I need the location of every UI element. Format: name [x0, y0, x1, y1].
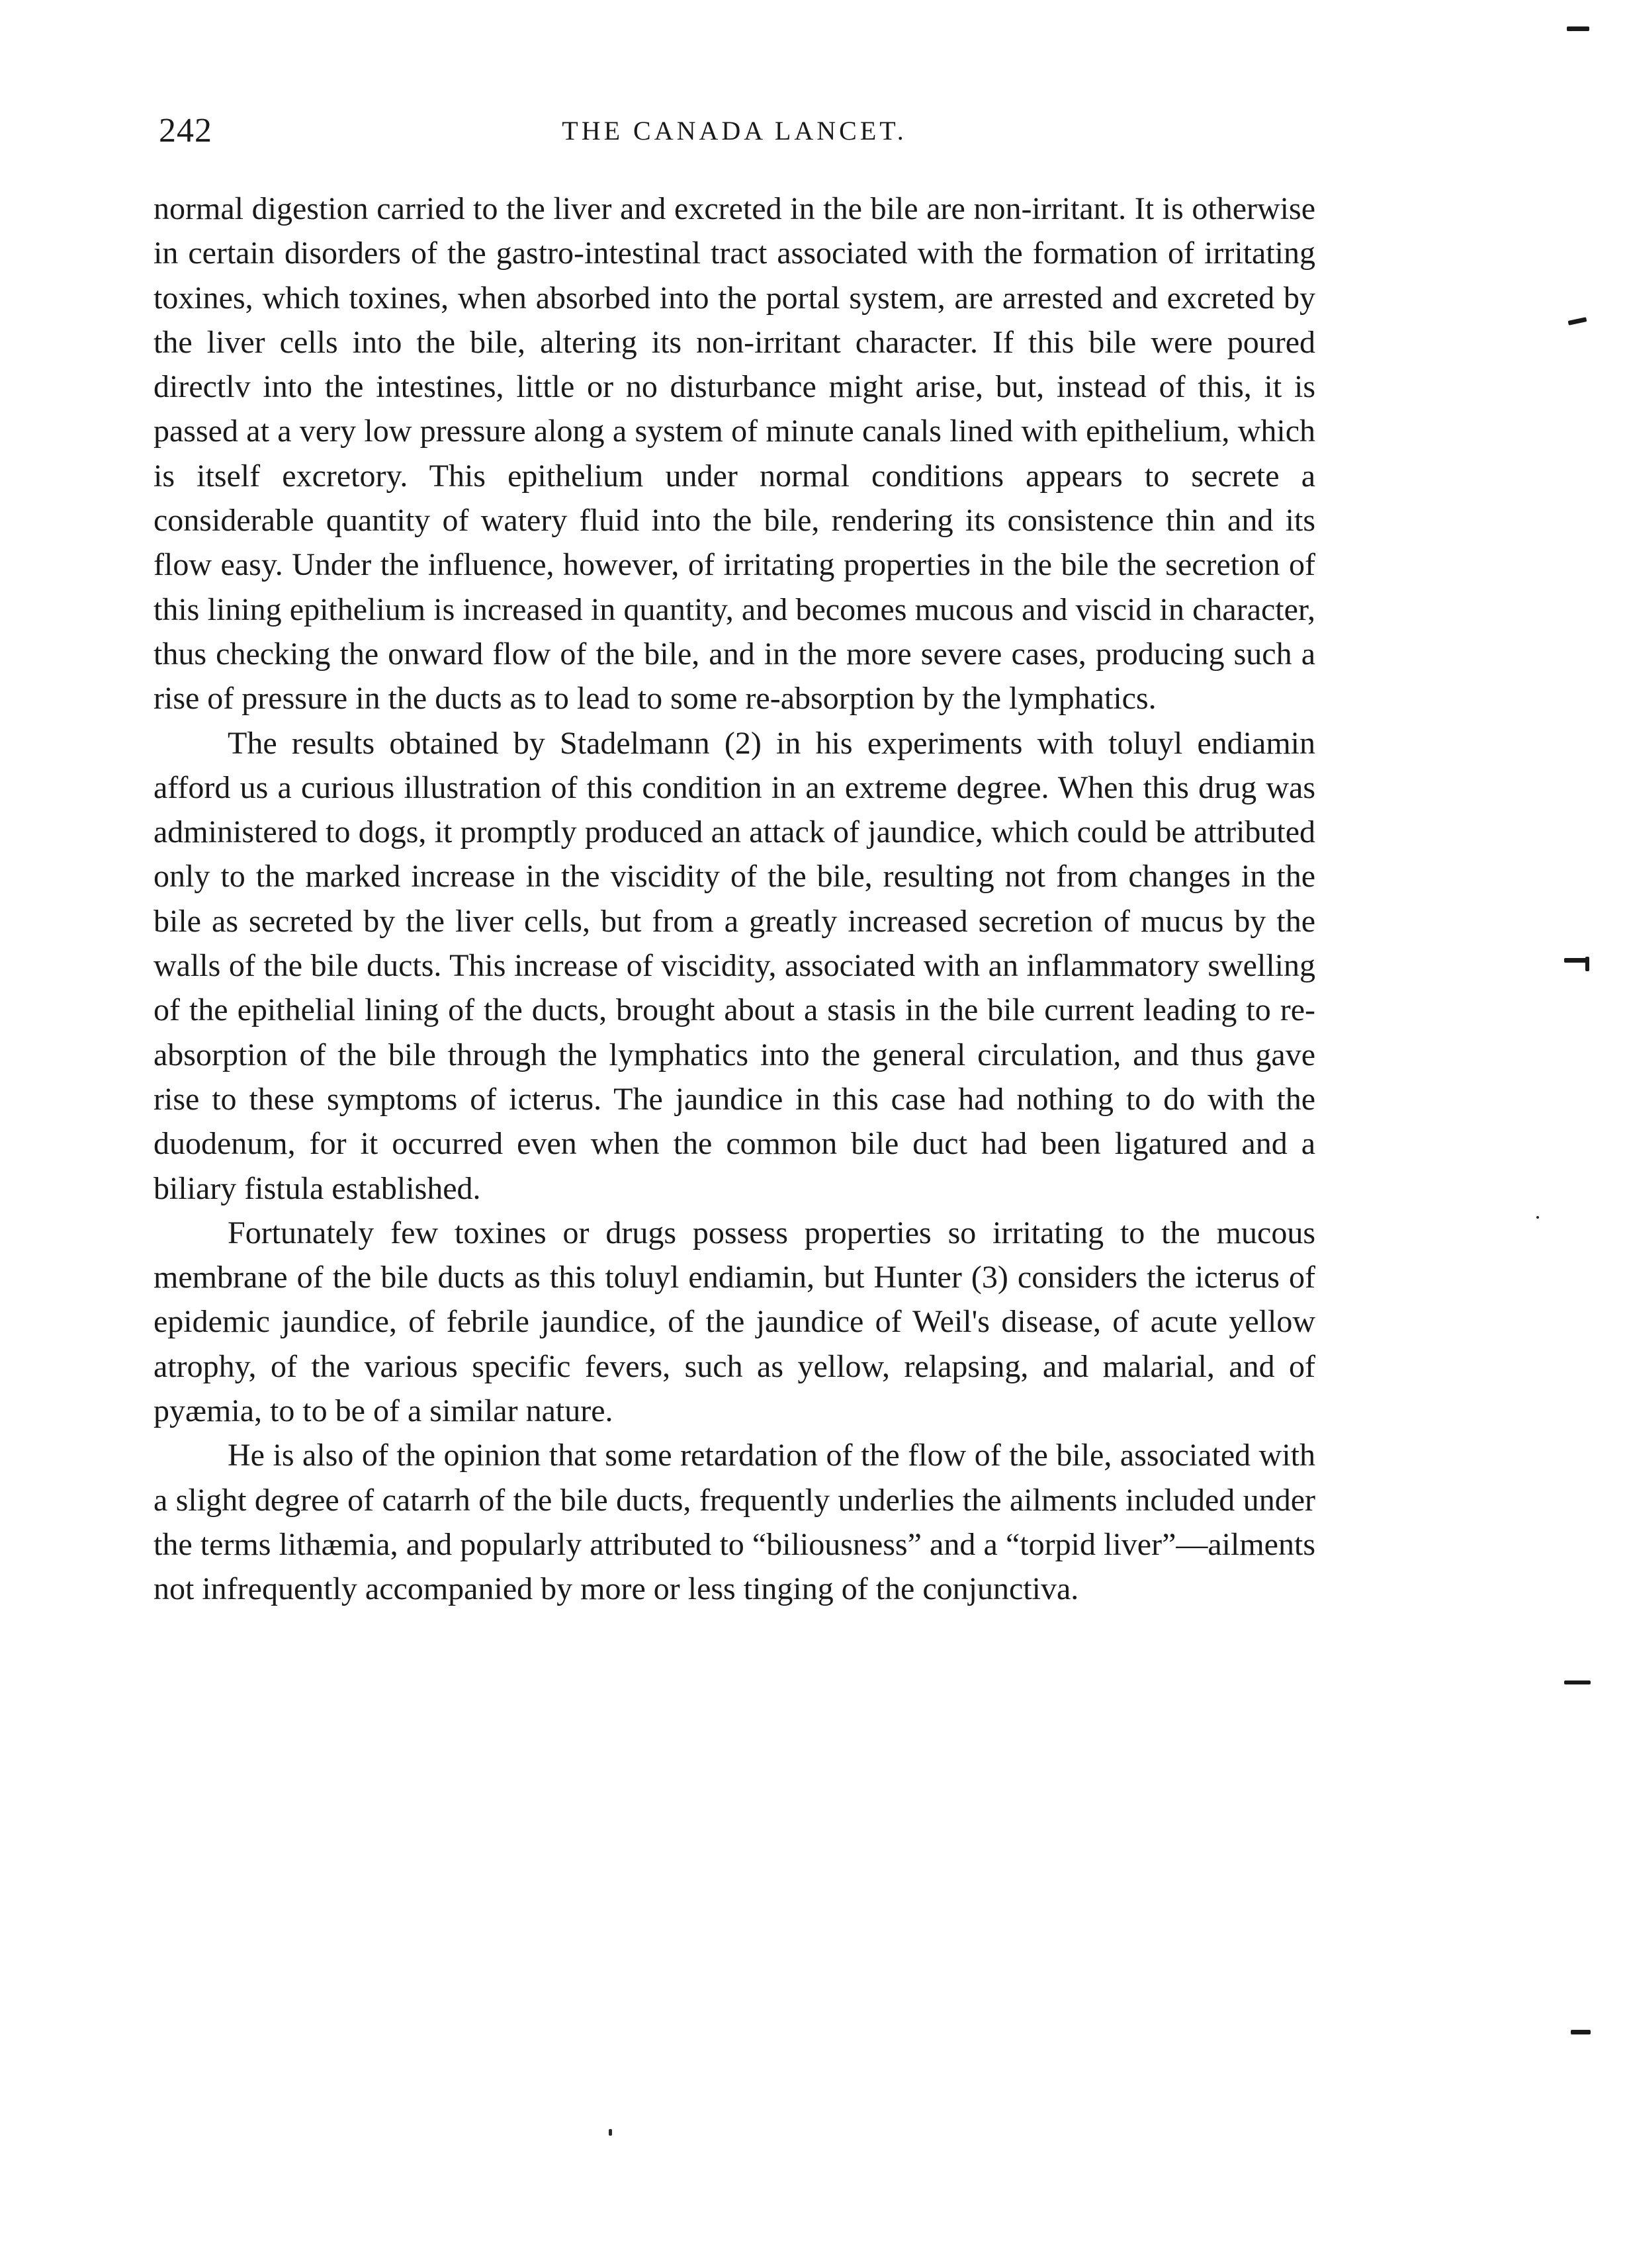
scan-speck — [609, 2129, 612, 2136]
margin-mark — [1567, 26, 1589, 31]
margin-mark — [1564, 1680, 1591, 1684]
margin-mark — [1585, 957, 1589, 971]
page-number: 242 — [159, 112, 212, 150]
paragraph-opinion: He is also of the opinion that some retardation of the flow of the bile, associated with a slight degree of catarrh of the bile ducts, frequently underlies the ailments included under the terms lithæmia, and popularly attributed to “biliousness” and a “torpid liver”—ailments not infrequently accompanied by more or less tinging of the conjunctiva. — [154, 1438, 1315, 1607]
paragraph-stadelmann: The results obtained by Stadelmann (2) in his experiments with toluyl endiamin afford us a curious illustration of this condition in an extreme degree. When this drug was administered to dogs, it promptly produced an attack of jaundice, which could be attributed only to the marked increase in the viscidity of the bile, resulting not from changes in the bile as secreted by the liver cells, but from a greatly increased secretion of mucus by the walls of the bile ducts. This increase of viscidity, associated with an inflammatory swelling of the epithelial lining of the ducts, brought about a stasis in the bile current leading to re-absorption of the bile through the lymphatics into the general circulation, and thus gave rise to these symptoms of icterus. The jaundice in this case had nothing to do with the duodenum, for it occurred even when the common bile duct had been ligatured and a biliary fistula established. — [154, 725, 1315, 1206]
article-body — [154, 187, 1315, 1612]
paragraph-hunter: Fortunately few toxines or drugs possess properties so irritating to the mucous membrane of the bile ducts as this toluyl endiamin, but Hunter (3) considers the icterus of epidemic jaundice, of febrile jaundice, of the jaundice of Weil's disease, of acute yellow atrophy, of the various specific fevers, such as yellow, relapsing, and malarial, and of pyæmia, to to be of a similar nature. — [154, 1215, 1315, 1429]
margin-mark — [1568, 317, 1587, 326]
journal-title: THE CANADA LANCET. — [562, 116, 907, 146]
scan-speck — [1536, 1216, 1539, 1219]
paragraph-continued: normal digestion carried to the liver and excreted in the bile are non-irritant. It is otherwise in certain disorders of the gastro-intestinal tract associated with the formation of irritating toxines, which toxines, when absorbed into the portal system, are arrested and excreted by the liver cells into the bile, altering its non-irritant character. If this bile were poured directlv into the intestines, little or no disturbance might arise, but, instead of this, it is passed at a very low pressure along a system of minute canals lined with epithelium, which is itself excretory. This epithelium under normal conditions appears to secrete a considerable quantity of watery fluid into the bile, rendering its consistence thin and its flow easy. Under the influence, however, of irritating properties in the bile the secretion of this lining epithelium is increased in quantity, and becomes mucous and viscid in character, thus checking the onward flow of the bile, and in the more severe cases, producing such a rise of pressure in the ducts as to lead to some re-absorption by the lymphatics. — [154, 191, 1315, 717]
margin-mark — [1571, 2030, 1591, 2034]
running-head — [154, 111, 1315, 164]
